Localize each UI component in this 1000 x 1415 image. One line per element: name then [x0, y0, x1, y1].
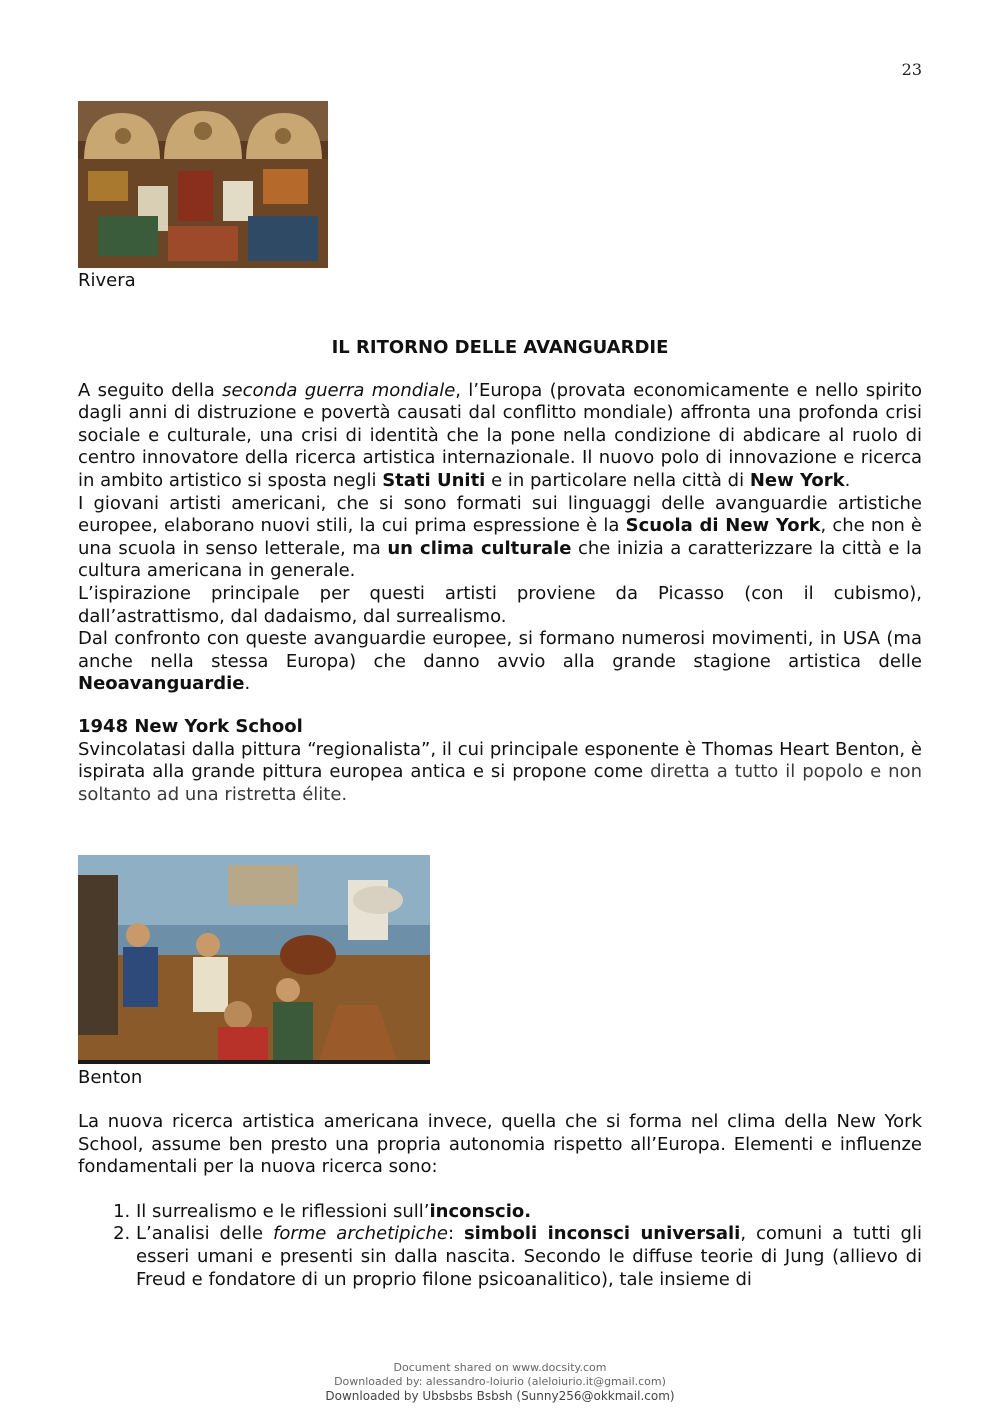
intro-paragraph-3: L’ispirazione principale per questi artisti proviene da Picasso (con il cubismo), dall’astrattismo, dal dadaismo, dal surrealismo.: [78, 582, 922, 627]
after-text: [78, 1111, 922, 1291]
section-title: IL RITORNO DELLE AVANGUARDIE: [331, 337, 669, 358]
rivera-mural-image: [78, 101, 328, 268]
after-paragraph-1: La nuova ricerca artistica americana invece, quella che si forma nel clima della New York School, assume ben presto una propria autonomia rispetto all’Europa. Elementi e influenze fondamentali per la nuova ricerca sono:: [78, 1111, 922, 1178]
footer-downloaded-by-1: Downloaded by: alessandro-loiurio (aleloiurio.it@gmail.com): [334, 1375, 666, 1388]
intro-paragraph-4: Dal confronto con queste avanguardie europee, si formano numerosi movimenti, in USA (ma anche nella stessa Europa) che danno avvio alla grande stagione artistica delle Neoavanguardie.: [78, 628, 922, 695]
benton-caption: Benton: [78, 1067, 143, 1088]
rivera-caption: Rivera: [78, 270, 136, 291]
new-york-school-heading: 1948 New York School: [78, 715, 303, 737]
footer-downloaded-by-2: Downloaded by Ubsbsbs Bsbsh (Sunny256@okkmail.com): [325, 1389, 675, 1403]
list-item: 2. L’analisi delle forme archetipiche: simboli inconsci universali, comuni a tutti gli esseri umani e presenti sin dalla nascita. Secondo le diffuse teorie di Jung (allievo di Freud e fondatore di un proprio filone psicoanalitico), tale insieme di: [136, 1223, 922, 1291]
main-text: [78, 337, 922, 806]
intro-paragraph-1: A seguito della seconda guerra mondiale, l’Europa (provata economicamente e nello spirito dagli anni di distruzione e povertà causati dal conflitto mondiale) affronta una profonda crisi sociale e culturale, una crisi di identità che la pone nella condizione di abdicare al ruolo di centro innovatore della ricerca artistica internazionale. Il nuovo polo di innovazione e ricerca in ambito artistico si sposta negli Stati Uniti e in particolare nella città di New York.: [78, 379, 922, 491]
new-york-school-paragraph: Svincolatasi dalla pittura “regionalista”, il cui principale esponente è Thomas Heart Benton, è ispirata alla grande pittura europea antica e si propone come diretta a tutto il popolo e non soltanto ad una ristretta élite.: [78, 738, 922, 805]
intro-paragraph-2: I giovani artisti americani, che si sono formati sui linguaggi delle avanguardie artistiche europee, elaborano nuovi stili, la cui prima espressione è la Scuola di New York, che non è una scuola in senso letterale, ma un clima culturale che inizia a caratterizzare la città e la cultura americana in generale.: [78, 492, 922, 582]
list-item: 1. Il surrealismo e le riflessioni sull’inconscio.: [136, 1201, 922, 1224]
benton-painting-image: [78, 855, 430, 1064]
influences-list: [78, 1201, 922, 1291]
footer-shared: Document shared on www.docsity.com: [393, 1361, 607, 1374]
page-number: 23: [901, 60, 922, 79]
